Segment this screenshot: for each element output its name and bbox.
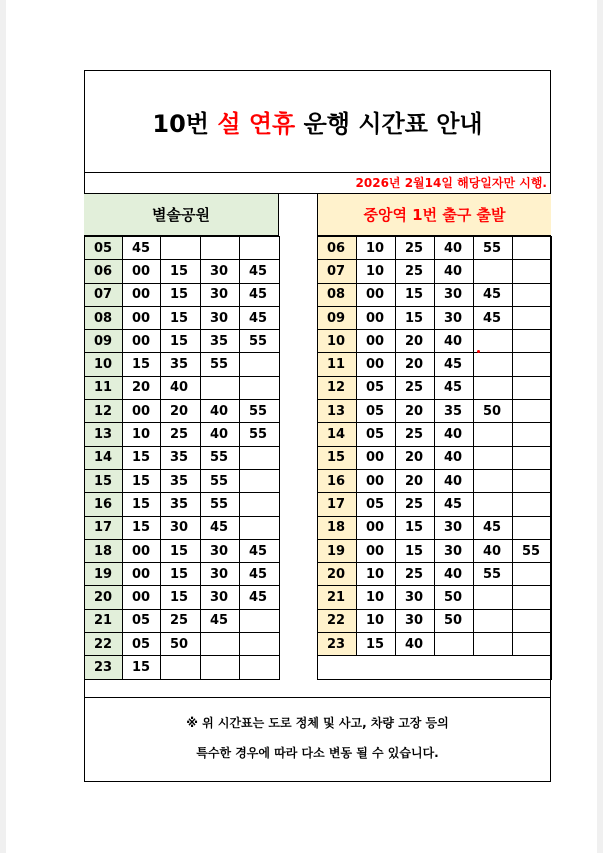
minute-cell: 45: [435, 353, 474, 376]
minute-cell: 00: [357, 446, 396, 469]
table-row: [85, 376, 280, 399]
minute-cell: [240, 609, 280, 632]
minute-cell: 30: [201, 306, 240, 329]
effective-date-notice: 2026년 2월14일 해당일자만 시행.: [84, 173, 551, 194]
minute-cell: 15: [161, 586, 201, 609]
minute-cell: 40: [201, 400, 240, 423]
footer-line-2: 특수한 경우에 따라 다소 변동 될 수 있습니다.: [196, 746, 439, 760]
minute-cell: 30: [396, 609, 435, 632]
minute-cell: [161, 237, 201, 260]
minute-cell: 00: [123, 563, 161, 586]
minute-cell: [513, 260, 552, 283]
minute-cell: 15: [161, 283, 201, 306]
minute-cell: 35: [161, 469, 201, 492]
table-row: [85, 446, 280, 469]
minute-cell: 00: [357, 353, 396, 376]
minute-cell: [240, 469, 280, 492]
minute-cell: [240, 237, 280, 260]
minute-cell: 55: [201, 446, 240, 469]
minute-cell: 00: [357, 306, 396, 329]
minute-cell: 00: [123, 539, 161, 562]
table-row: [318, 539, 552, 562]
minute-cell: 30: [396, 586, 435, 609]
minute-cell: [240, 353, 280, 376]
minute-cell: 45: [240, 586, 280, 609]
minute-cell: 25: [161, 609, 201, 632]
minute-cell: 20: [396, 330, 435, 353]
table-row: [318, 353, 552, 376]
hour-cell: 07: [85, 283, 123, 306]
minute-cell: 30: [201, 586, 240, 609]
table-row: [85, 563, 280, 586]
table-row: [318, 563, 552, 586]
minute-cell: [513, 423, 552, 446]
minute-cell: 10: [123, 423, 161, 446]
minute-cell: 55: [474, 237, 513, 260]
hour-cell: 16: [85, 493, 123, 516]
table-row: [318, 516, 552, 539]
table-row: [85, 353, 280, 376]
minute-cell: [513, 400, 552, 423]
table-row: [318, 260, 552, 283]
minute-cell: 40: [435, 446, 474, 469]
table-row: [85, 260, 280, 283]
minute-cell: [474, 260, 513, 283]
minute-cell: 30: [435, 516, 474, 539]
hour-cell: 15: [318, 446, 357, 469]
minute-cell: 20: [396, 446, 435, 469]
minute-cell: 00: [123, 400, 161, 423]
hour-cell: 05: [85, 237, 123, 260]
minute-cell: 20: [396, 400, 435, 423]
minute-cell: [513, 609, 552, 632]
right-timetable: [317, 236, 552, 680]
minute-cell: [201, 633, 240, 656]
minute-cell: 25: [396, 423, 435, 446]
minute-cell: 20: [123, 376, 161, 399]
minute-cell: 45: [240, 539, 280, 562]
minute-cell: [240, 446, 280, 469]
minute-cell: [240, 376, 280, 399]
minute-cell: 15: [123, 516, 161, 539]
minute-cell: 15: [161, 330, 201, 353]
minute-cell: 40: [435, 469, 474, 492]
minute-cell: 45: [474, 306, 513, 329]
minute-cell: 55: [240, 330, 280, 353]
hour-cell: 20: [85, 586, 123, 609]
minute-cell: 35: [161, 353, 201, 376]
minute-cell: 45: [201, 609, 240, 632]
minute-cell: 30: [201, 563, 240, 586]
minute-cell: 25: [396, 260, 435, 283]
table-row: [318, 446, 552, 469]
hour-cell: 20: [318, 563, 357, 586]
minute-cell: [474, 493, 513, 516]
minute-cell: 40: [435, 237, 474, 260]
minute-cell: 40: [161, 376, 201, 399]
hour-cell: 13: [85, 423, 123, 446]
minute-cell: [474, 609, 513, 632]
hour-cell: 16: [318, 469, 357, 492]
table-row: [85, 330, 280, 353]
minute-cell: 55: [513, 539, 552, 562]
footer-line-1: ※ 위 시간표는 도로 정체 및 사고, 차량 고장 등의: [186, 716, 449, 730]
table-row: [318, 283, 552, 306]
minute-cell: 30: [201, 539, 240, 562]
minute-cell: [513, 306, 552, 329]
minute-cell: [513, 586, 552, 609]
minute-cell: 15: [123, 656, 161, 679]
table-row: [318, 609, 552, 632]
minute-cell: 30: [161, 516, 201, 539]
minute-cell: 45: [435, 376, 474, 399]
right-stop-header: 중앙역 1번 출구 출발: [317, 194, 551, 236]
hour-cell: 11: [85, 376, 123, 399]
minute-cell: 40: [396, 633, 435, 656]
minute-cell: 35: [161, 493, 201, 516]
left-stop-header: 별솔공원: [84, 194, 279, 236]
hour-cell: 14: [85, 446, 123, 469]
table-row: [318, 330, 552, 353]
minute-cell: 45: [435, 493, 474, 516]
minute-cell: 00: [357, 330, 396, 353]
minute-cell: 40: [435, 423, 474, 446]
minute-cell: 10: [357, 609, 396, 632]
table-row: [318, 656, 552, 679]
hour-cell: 09: [318, 306, 357, 329]
minute-cell: [240, 516, 280, 539]
table-row: [318, 400, 552, 423]
minute-cell: 35: [435, 400, 474, 423]
minute-cell: [513, 283, 552, 306]
minute-cell: [513, 469, 552, 492]
minute-cell: 40: [435, 563, 474, 586]
minute-cell: 50: [435, 586, 474, 609]
hour-cell: 18: [85, 539, 123, 562]
hour-cell: 23: [85, 656, 123, 679]
minute-cell: 45: [201, 516, 240, 539]
minute-cell: 05: [357, 376, 396, 399]
minute-cell: 25: [396, 563, 435, 586]
minute-cell: 00: [357, 283, 396, 306]
minute-cell: [474, 376, 513, 399]
minute-cell: 10: [357, 260, 396, 283]
minute-cell: 15: [123, 353, 161, 376]
minute-cell: 15: [161, 563, 201, 586]
minute-cell: [474, 423, 513, 446]
minute-cell: [513, 376, 552, 399]
hour-cell: 13: [318, 400, 357, 423]
page-title: [84, 70, 551, 173]
table-row: [85, 469, 280, 492]
minute-cell: 35: [161, 446, 201, 469]
minute-cell: [513, 237, 552, 260]
hour-cell: 19: [318, 539, 357, 562]
title-prefix: 10번: [152, 109, 218, 138]
minute-cell: 05: [357, 493, 396, 516]
table-row: [85, 400, 280, 423]
minute-cell: 55: [240, 400, 280, 423]
minute-cell: [240, 633, 280, 656]
minute-cell: 00: [357, 516, 396, 539]
minute-cell: 15: [123, 469, 161, 492]
table-row: [318, 237, 552, 260]
hour-cell: 11: [318, 353, 357, 376]
minute-cell: 15: [161, 539, 201, 562]
table-row: [85, 423, 280, 446]
minute-cell: 30: [435, 283, 474, 306]
minute-cell: 20: [161, 400, 201, 423]
minute-cell: 00: [123, 586, 161, 609]
minute-cell: 55: [201, 469, 240, 492]
table-row: [85, 586, 280, 609]
hour-cell: 15: [85, 469, 123, 492]
hour-cell: 21: [318, 586, 357, 609]
table-row: [85, 283, 280, 306]
hour-cell: 09: [85, 330, 123, 353]
minute-cell: [474, 446, 513, 469]
hour-cell: 06: [318, 237, 357, 260]
minute-cell: [513, 493, 552, 516]
minute-cell: 00: [357, 469, 396, 492]
table-row: [85, 306, 280, 329]
minute-cell: 35: [201, 330, 240, 353]
minute-cell: [474, 469, 513, 492]
table-row: [85, 656, 280, 679]
minute-cell: 30: [435, 539, 474, 562]
hour-cell: 08: [318, 283, 357, 306]
minute-cell: 40: [201, 423, 240, 446]
hour-cell: 12: [318, 376, 357, 399]
minute-cell: 05: [357, 400, 396, 423]
footer-note: [84, 697, 551, 782]
minute-cell: [474, 353, 513, 376]
minute-cell: 50: [161, 633, 201, 656]
minute-cell: [513, 330, 552, 353]
minute-cell: 25: [396, 376, 435, 399]
hour-cell: 17: [85, 516, 123, 539]
hour-cell: 17: [318, 493, 357, 516]
table-row: [318, 586, 552, 609]
table-row: [85, 493, 280, 516]
table-row: [318, 376, 552, 399]
table-row: [85, 609, 280, 632]
empty-row: [318, 656, 552, 679]
hour-cell: 14: [318, 423, 357, 446]
minute-cell: 30: [201, 283, 240, 306]
minute-cell: 45: [240, 306, 280, 329]
minute-cell: [201, 376, 240, 399]
minute-cell: 25: [396, 493, 435, 516]
minute-cell: 10: [357, 237, 396, 260]
hour-cell: 22: [318, 609, 357, 632]
minute-cell: 00: [123, 306, 161, 329]
minute-cell: [240, 493, 280, 516]
minute-cell: 15: [161, 260, 201, 283]
table-row: [318, 423, 552, 446]
hour-cell: 12: [85, 400, 123, 423]
table-row: [318, 306, 552, 329]
minute-cell: 05: [123, 609, 161, 632]
hour-cell: 06: [85, 260, 123, 283]
minute-cell: 40: [435, 330, 474, 353]
minute-cell: [513, 563, 552, 586]
minute-cell: 40: [435, 260, 474, 283]
table-row: [85, 516, 280, 539]
minute-cell: [513, 353, 552, 376]
minute-cell: 45: [123, 237, 161, 260]
minute-cell: 10: [357, 586, 396, 609]
minute-cell: 15: [357, 633, 396, 656]
minute-cell: 10: [357, 563, 396, 586]
minute-cell: 55: [240, 423, 280, 446]
left-timetable: [84, 236, 280, 680]
minute-cell: 45: [240, 260, 280, 283]
minute-cell: [161, 656, 201, 679]
minute-cell: 15: [396, 516, 435, 539]
hour-cell: 19: [85, 563, 123, 586]
minute-cell: 15: [396, 283, 435, 306]
table-row: [85, 237, 280, 260]
hour-cell: 21: [85, 609, 123, 632]
minute-cell: 15: [123, 493, 161, 516]
stray-mark: [477, 350, 480, 353]
minute-cell: [201, 237, 240, 260]
hour-cell: 10: [318, 330, 357, 353]
minute-cell: 45: [474, 516, 513, 539]
title-highlight: 설 연휴: [217, 109, 296, 138]
minute-cell: [474, 586, 513, 609]
hour-cell: 23: [318, 633, 357, 656]
minute-cell: 15: [123, 446, 161, 469]
title-suffix: 운행 시간표 안내: [295, 109, 483, 138]
hour-cell: 07: [318, 260, 357, 283]
minute-cell: 55: [201, 353, 240, 376]
minute-cell: 05: [357, 423, 396, 446]
minute-cell: 55: [201, 493, 240, 516]
hour-cell: 08: [85, 306, 123, 329]
minute-cell: 15: [396, 306, 435, 329]
minute-cell: 25: [396, 237, 435, 260]
table-row: [318, 493, 552, 516]
minute-cell: 00: [123, 330, 161, 353]
minute-cell: 50: [474, 400, 513, 423]
minute-cell: 40: [474, 539, 513, 562]
minute-cell: [435, 633, 474, 656]
minute-cell: 25: [161, 423, 201, 446]
minute-cell: 30: [201, 260, 240, 283]
minute-cell: 00: [123, 260, 161, 283]
minute-cell: 45: [240, 563, 280, 586]
table-row: [318, 469, 552, 492]
minute-cell: 45: [240, 283, 280, 306]
minute-cell: 30: [435, 306, 474, 329]
minute-cell: 15: [161, 306, 201, 329]
table-row: [85, 633, 280, 656]
minute-cell: 00: [123, 283, 161, 306]
minute-cell: 50: [435, 609, 474, 632]
hour-cell: 22: [85, 633, 123, 656]
minute-cell: 00: [357, 539, 396, 562]
minute-cell: [513, 633, 552, 656]
minute-cell: 45: [474, 283, 513, 306]
minute-cell: [201, 656, 240, 679]
table-row: [85, 539, 280, 562]
minute-cell: 20: [396, 469, 435, 492]
minute-cell: [240, 656, 280, 679]
minute-cell: 20: [396, 353, 435, 376]
minute-cell: 15: [396, 539, 435, 562]
hour-cell: 18: [318, 516, 357, 539]
table-row: [318, 633, 552, 656]
minute-cell: [474, 633, 513, 656]
minute-cell: [513, 516, 552, 539]
minute-cell: 05: [123, 633, 161, 656]
hour-cell: 10: [85, 353, 123, 376]
minute-cell: 55: [474, 563, 513, 586]
minute-cell: [513, 446, 552, 469]
